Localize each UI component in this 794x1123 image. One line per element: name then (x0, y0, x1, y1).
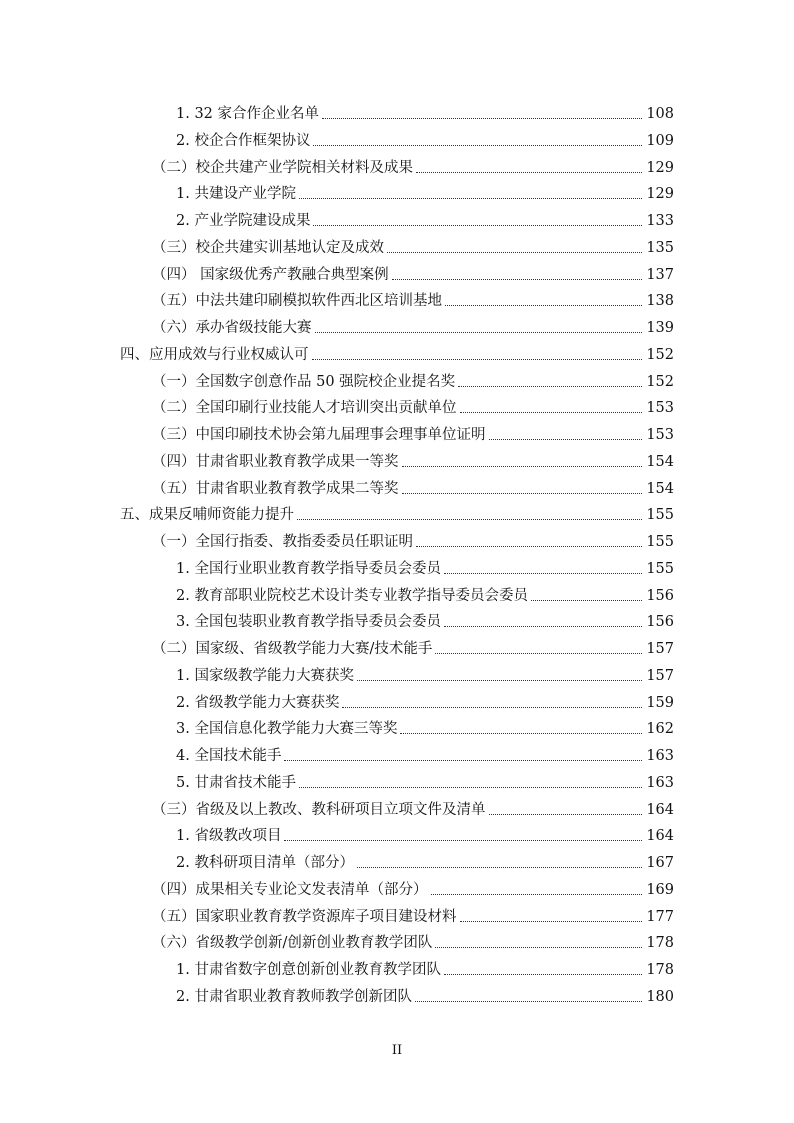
toc-entry-title: 1. 全国行业职业教育教学指导委员会委员 (176, 560, 441, 577)
toc-page-number: 153 (646, 400, 674, 417)
toc-entry-title: （六）承办省级技能大赛 (152, 320, 312, 336)
dot-leader (444, 974, 642, 975)
toc-subsection-entry[interactable] (152, 258, 674, 284)
dot-leader (444, 573, 642, 574)
dot-leader (400, 733, 642, 734)
toc-item-entry[interactable] (176, 605, 674, 631)
dot-leader (312, 359, 643, 360)
toc-section-entry[interactable] (120, 338, 674, 364)
dot-leader (431, 894, 643, 895)
toc-page-number: 139 (646, 320, 674, 336)
dot-leader (387, 252, 642, 253)
toc-item-entry[interactable] (176, 766, 674, 792)
toc-subsection-entry[interactable] (152, 525, 674, 551)
toc-page-number: 109 (646, 132, 674, 149)
toc-entry-title: （五）国家职业教育教学资源库子项目建设材料 (152, 908, 457, 925)
toc-entry-title: （三）省级及以上教改、教科研项目立项文件及清单 (152, 801, 486, 818)
dot-leader (416, 546, 642, 547)
toc-item-entry[interactable] (176, 980, 674, 1006)
toc-page-number: 164 (646, 801, 674, 818)
toc-page-number: 133 (646, 213, 674, 229)
toc-item-entry[interactable] (176, 739, 674, 765)
toc-entry-title: （四）甘肃省职业教育教学成果一等奖 (152, 453, 399, 470)
toc-page-number: 129 (646, 186, 674, 203)
toc-entry-title: 4. 全国技术能手 (176, 748, 282, 764)
toc-entry-title: 1. 甘肃省数字创意创新创业教育教学团队 (176, 962, 441, 978)
toc-page-number: 138 (646, 293, 674, 310)
toc-page-number: 157 (646, 667, 674, 684)
toc-entry-title: 2. 省级教学能力大赛获奖 (176, 694, 340, 711)
dot-leader (357, 680, 642, 681)
dot-leader (315, 332, 643, 333)
toc-page-number: 167 (646, 855, 674, 871)
toc-item-entry[interactable] (176, 686, 674, 712)
dot-leader (284, 840, 642, 841)
toc-page-number: 163 (646, 748, 674, 764)
toc-entry-title: （五）中法共建印刷模拟软件西北区培训基地 (152, 293, 442, 310)
toc-entry-title: 2. 教科研项目清单（部分） (176, 855, 354, 871)
dot-leader (299, 198, 642, 199)
toc-page-number: 155 (646, 534, 674, 550)
toc-entry-title: （四） 国家级优秀产教融合典型案例 (152, 266, 389, 283)
toc-page-number: 178 (646, 962, 674, 978)
toc-item-entry[interactable] (176, 579, 674, 605)
toc-subsection-entry[interactable] (152, 391, 674, 417)
toc-entry-title: 1. 32 家合作企业名单 (176, 106, 320, 122)
toc-entry-title: （四）成果相关专业论文发表清单（部分） (152, 881, 428, 898)
toc-page-number: 108 (646, 106, 674, 122)
toc-item-entry[interactable] (176, 97, 674, 123)
dot-leader (444, 626, 642, 627)
toc-page-number: 169 (646, 881, 674, 898)
toc-subsection-entry[interactable] (152, 151, 674, 177)
dot-leader (313, 225, 642, 226)
toc-item-entry[interactable] (176, 953, 674, 979)
toc-entry-title: 2. 甘肃省职业教育教师教学创新团队 (176, 988, 412, 1005)
toc-subsection-entry[interactable] (152, 445, 674, 471)
dot-leader (313, 145, 642, 146)
toc-item-entry[interactable] (176, 177, 674, 203)
toc-page-number: 155 (646, 560, 674, 577)
toc-page-number: 164 (646, 828, 674, 845)
toc-entry-title: （二）校企共建产业学院相关材料及成果 (152, 159, 413, 176)
toc-item-entry[interactable] (176, 124, 674, 150)
toc-subsection-entry[interactable] (152, 926, 674, 952)
dot-leader (392, 279, 643, 280)
toc-subsection-entry[interactable] (152, 365, 674, 391)
dot-leader (445, 305, 642, 306)
toc-subsection-entry[interactable] (152, 793, 674, 819)
toc-subsection-entry[interactable] (152, 472, 674, 498)
toc-page-number: 129 (646, 159, 674, 176)
dot-leader (415, 1001, 642, 1002)
toc-entry-title: 四、应用成效与行业权威认可 (120, 346, 309, 363)
toc-entry-title: 2. 产业学院建设成果 (176, 213, 311, 229)
dot-leader (435, 653, 642, 654)
toc-page-number: 163 (646, 774, 674, 791)
toc-page-number: 162 (646, 721, 674, 738)
dot-leader (489, 439, 643, 440)
dot-leader (284, 760, 642, 761)
toc-page-number: 156 (646, 614, 674, 631)
toc-item-entry[interactable] (176, 819, 674, 845)
dot-leader (435, 947, 642, 948)
toc-page-number: 157 (646, 641, 674, 657)
toc-page-number: 155 (646, 507, 674, 524)
toc-page-number: 154 (646, 453, 674, 470)
toc-entry-title: （二）全国印刷行业技能人才培训突出贡献单位 (152, 400, 457, 417)
toc-item-entry[interactable] (176, 659, 674, 685)
toc-item-entry[interactable] (176, 552, 674, 578)
toc-subsection-entry[interactable] (152, 632, 674, 658)
toc-entry-title: （一）全国数字创意作品 50 强院校企业提名奖 (152, 373, 456, 390)
toc-page-number: 135 (646, 239, 674, 256)
toc-entry-title: （一）全国行指委、教指委委员任职证明 (152, 534, 413, 550)
toc-entry-title: （三）校企共建实训基地认定及成效 (152, 239, 384, 256)
toc-page-number: 154 (646, 480, 674, 497)
toc-page-number: 152 (646, 346, 674, 363)
dot-leader (402, 493, 643, 494)
dot-leader (531, 600, 642, 601)
toc-subsection-entry[interactable] (152, 311, 674, 337)
toc-entry-title: 3. 全国包装职业教育教学指导委员会委员 (176, 614, 441, 631)
toc-page-number: 156 (646, 587, 674, 604)
dot-leader (416, 172, 642, 173)
toc-page-number: 152 (646, 373, 674, 390)
toc-subsection-entry[interactable] (152, 873, 674, 899)
toc-entry-title: 2. 校企合作框架协议 (176, 132, 311, 149)
toc-subsection-entry[interactable] (152, 418, 674, 444)
toc-item-entry[interactable] (176, 712, 674, 738)
toc-page-number: 178 (646, 935, 674, 952)
dot-leader (489, 814, 643, 815)
toc-entry-title: （三）中国印刷技术协会第九届理事会理事单位证明 (152, 427, 486, 443)
toc-entry-title: 5. 甘肃省技术能手 (176, 774, 296, 791)
toc-item-entry[interactable] (176, 204, 674, 230)
toc-entry-title: 1. 国家级教学能力大赛获奖 (176, 667, 354, 684)
page-number-footer: II (391, 1043, 403, 1058)
toc-entry-title: （二）国家级、省级教学能力大赛/技术能手 (152, 641, 433, 657)
toc-item-entry[interactable] (176, 846, 674, 872)
toc-page-number: 177 (646, 908, 674, 925)
dot-leader (402, 466, 643, 467)
toc-page-number: 159 (646, 694, 674, 711)
toc-page-number: 137 (646, 266, 674, 283)
dot-leader (342, 707, 642, 708)
dot-leader (322, 118, 642, 119)
toc-entry-title: 五、成果反哺师资能力提升 (120, 507, 294, 524)
toc-page-number: 180 (646, 988, 674, 1005)
dot-leader (458, 386, 642, 387)
toc-entry-title: 1. 共建设产业学院 (176, 186, 296, 203)
toc-entry-title: （六）省级教学创新/创新创业教育教学团队 (152, 935, 433, 952)
dot-leader (357, 867, 642, 868)
dot-leader (460, 921, 643, 922)
dot-leader (460, 412, 643, 413)
toc-entry-title: （五）甘肃省职业教育教学成果二等奖 (152, 480, 399, 497)
toc-entry-title: 2. 教育部职业院校艺术设计类专业教学指导委员会委员 (176, 587, 528, 604)
toc-page-number: 153 (646, 427, 674, 443)
dot-leader (297, 519, 642, 520)
toc-section-entry[interactable] (120, 498, 674, 524)
toc-subsection-entry[interactable] (152, 284, 674, 310)
toc-subsection-entry[interactable] (152, 900, 674, 926)
toc-subsection-entry[interactable] (152, 231, 674, 257)
toc-entry-title: 1. 省级教改项目 (176, 828, 282, 845)
toc-entry-title: 3. 全国信息化教学能力大赛三等奖 (176, 721, 398, 738)
dot-leader (299, 787, 642, 788)
